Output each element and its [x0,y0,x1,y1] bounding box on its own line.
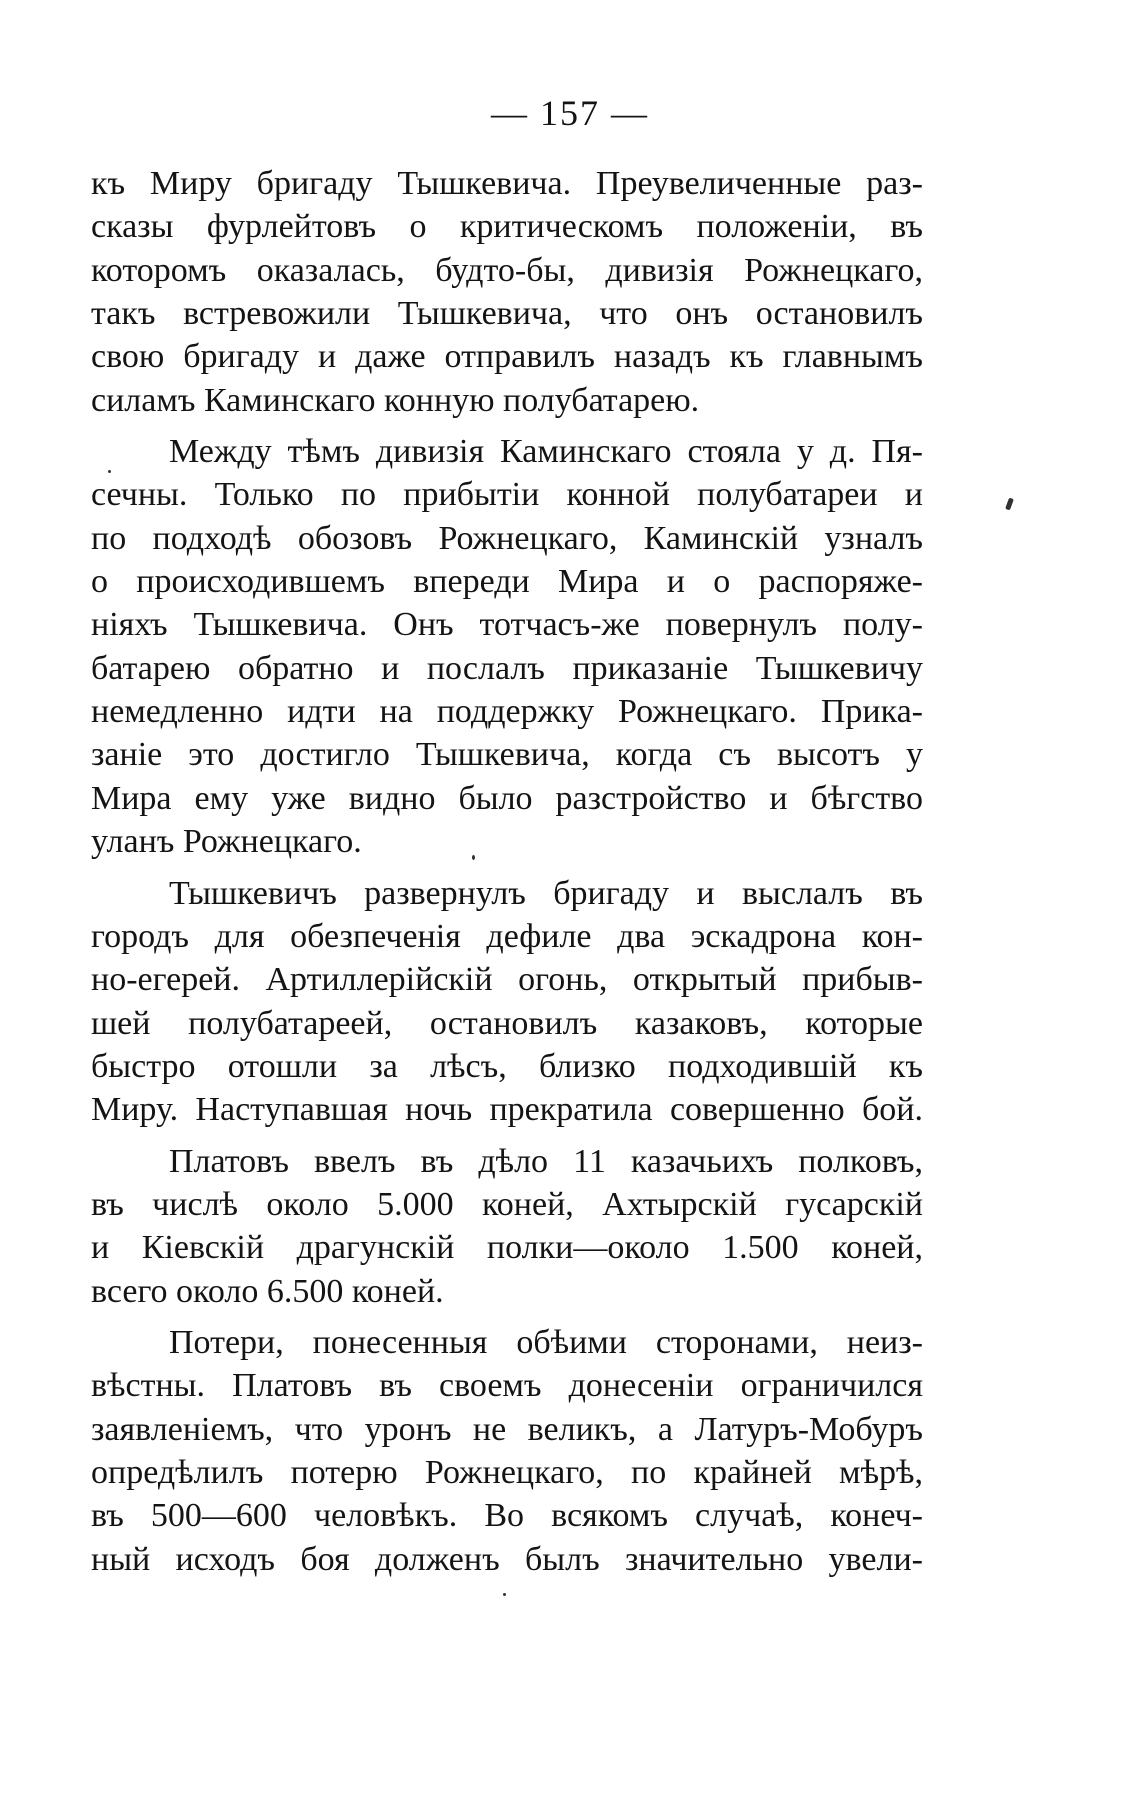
text-line: ный исходъ боя долженъ былъ значительно увели- [91,1540,923,1578]
text-line: которомъ оказалась, будто-бы, дивизія Рожнецкаго, [91,251,923,289]
text-line: уланъ Рожнецкаго. [91,823,362,861]
text-line: и Кіевскій драгунскій полки—около 1.500 коней, [91,1229,923,1267]
paragraph-1 [91,162,923,422]
print-speck [472,855,475,860]
print-speck [1005,498,1014,511]
text-line: заявленіемъ, что уронъ не великъ, а Латуръ-Мобуръ [91,1410,923,1448]
text-line: всего около 6.500 коней. [91,1272,444,1310]
text-line: сказы фурлейтовъ о критическомъ положеніи, въ [91,208,923,246]
text-line: но-егерей. Артиллерійскій огонь, открытый прибыв- [91,961,923,999]
page-number: — 157 — [491,93,649,133]
text-line: по подходѣ обозовъ Рожнецкаго, Каминскій узналъ [91,519,923,557]
text-line: Миру. Наступавшая ночь прекратила совершенно бой. [91,1091,923,1129]
text-line: батарею обратно и послалъ приказаніе Тышкевичу [91,649,923,687]
text-line: опредѣлилъ потерю Рожнецкаго, по крайней мѣрѣ, [91,1453,923,1491]
paragraph-3 [91,872,923,1132]
print-speck [503,1593,506,1596]
paragraph-2 [91,430,923,863]
text-line: въ числѣ около 5.000 коней, Ахтырскій гусарскій [91,1185,923,1223]
text-line: сечны. Только по прибытіи конной полубатареи и [91,476,923,514]
text-line: свою бригаду и даже отправилъ назадъ къ главнымъ [91,338,923,376]
print-speck [108,470,111,473]
text-line: Мира ему уже видно было разстройство и бѣгство [91,779,923,817]
text-line: силамъ Каминскаго конную полубатарею. [91,381,700,419]
text-line: шей полубатареей, остановилъ казаковъ, которые [91,1004,923,1042]
text-line: заніе это достигло Тышкевича, когда съ высотъ у [91,736,923,774]
text-line: Тышкевичъ развернулъ бригаду и выслалъ въ [169,874,923,912]
text-line: городъ для обезпеченія дефиле два эскадрона кон- [91,917,923,955]
text-line: ніяхъ Тышкевича. Онъ тотчасъ-же повернулъ полу- [91,606,923,644]
paragraph-4 [91,1140,923,1313]
text-line: Между тѣмъ дивизія Каминскаго стояла у д. Пя- [169,433,923,471]
text-line: о происходившемъ впереди Мира и о распоряже- [91,563,923,601]
body-text [91,162,923,1581]
text-line: такъ встревожили Тышкевича, что онъ остановилъ [91,295,923,333]
text-line: Потери, понесенныя обѣими сторонами, неиз- [169,1323,923,1361]
text-line: Платовъ ввелъ въ дѣло 11 казачьихъ полковъ, [169,1142,923,1180]
text-line: быстро отошли за лѣсъ, близко подходившій къ [91,1047,923,1085]
text-line: къ Миру бригаду Тышкевича. Преувеличенные раз- [91,165,923,202]
text-line: въ 500—600 человѣкъ. Во всякомъ случаѣ, конеч- [91,1497,923,1535]
text-line: немедленно идти на поддержку Рожнецкаго. Прика- [91,693,923,731]
text-line: вѣстны. Платовъ въ своемъ донесеніи ограничился [91,1367,923,1405]
paragraph-5 [91,1321,923,1581]
